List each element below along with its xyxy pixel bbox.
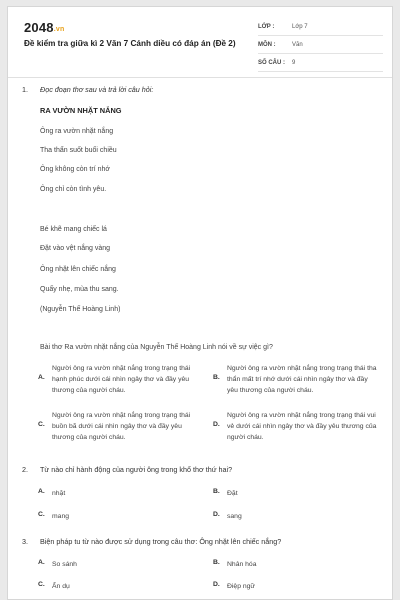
poem-line: Ông ra vườn nhặt nắng <box>40 128 114 135</box>
option-text: Ẩn dụ <box>52 583 70 590</box>
exam-page <box>7 6 393 600</box>
meta-label: SỐ CÂU : <box>258 60 285 66</box>
header-divider <box>8 77 392 78</box>
option-letter: D. <box>213 511 220 518</box>
meta-row-subject <box>258 38 383 54</box>
option-text: Người ông ra vườn nhặt nắng trong trạng thái hạnh phúc dưới cái nhìn ngây thơ và đầy yêu thương của người cháu. <box>52 365 191 394</box>
meta-table <box>258 20 383 74</box>
meta-value: Lớp 7 <box>292 24 308 30</box>
poem-line: Bé khẽ mang chiếc lá <box>40 226 107 233</box>
option-text: Đặt <box>227 490 238 497</box>
meta-value: Văn <box>292 42 303 48</box>
site-logo[interactable] <box>24 20 64 35</box>
poem-line: Đặt vào vệt nắng vàng <box>40 245 111 252</box>
poem-line: Ông không còn trí nhớ <box>40 166 110 173</box>
poem-line: Ông chỉ còn tình yêu. <box>40 186 107 193</box>
question-number: 2. <box>22 465 28 474</box>
question-instruction: Đọc đoạn thơ sau và trả lời câu hỏi: <box>40 85 154 94</box>
option-letter: D. <box>213 421 220 428</box>
meta-label: MÔN : <box>258 42 276 48</box>
option-letter: B. <box>213 488 220 495</box>
question-number: 3. <box>22 537 28 546</box>
option-text: Nhân hóa <box>227 561 257 568</box>
poem-line: Ông nhặt lên chiếc nắng <box>40 266 116 273</box>
meta-label: LỚP : <box>258 24 275 30</box>
poem-line: Quấy nhẹ, mùa thu sang. <box>40 286 119 293</box>
option-letter: C. <box>38 421 45 428</box>
document-title: Đề kiểm tra giữa kì 2 Văn 7 Cánh diều có đáp án (Đề 2) <box>24 39 236 48</box>
option-letter: D. <box>213 581 220 588</box>
option-text: sang <box>227 513 242 520</box>
option-letter: A. <box>38 374 45 381</box>
question-text: Từ nào chỉ hành động của người ông trong khổ thơ thứ hai? <box>40 465 233 474</box>
option-text: So sánh <box>52 561 77 568</box>
option-letter: C. <box>38 581 45 588</box>
option-text: nhặt <box>52 490 66 497</box>
poem-source: (Nguyễn Thế Hoàng Linh) <box>40 306 121 313</box>
meta-row-class <box>258 20 383 36</box>
question-number: 1. <box>22 85 28 94</box>
meta-row-count <box>258 56 383 72</box>
option-letter: B. <box>213 559 220 566</box>
option-text: Người ông ra vườn nhặt nắng trong trạng thái buồn bã dưới cái nhìn ngây thơ và đầy yêu thương của người cháu. <box>52 412 191 441</box>
question-1-text: Bài thơ Ra vườn nhặt nắng của Nguyễn Thế Hoàng Linh nói về sự việc gì? <box>40 344 273 351</box>
option-letter: B. <box>213 374 220 381</box>
option-text: Người ông ra vườn nhặt nắng trong trạng thái vui vẻ dưới cái nhìn ngây thơ và đầy yêu thương của người cháu. <box>227 412 377 441</box>
question-text: Biện pháp tu từ nào được sử dụng trong câu thơ: Ông nhặt lên chiếc nắng? <box>40 537 282 546</box>
poem-line: Tha thẩn suốt buổi chiều <box>40 147 117 154</box>
poem-title: RA VƯỜN NHẶT NẮNG <box>40 106 122 115</box>
option-letter: A. <box>38 488 45 495</box>
option-letter: A. <box>38 559 45 566</box>
option-text: mang <box>52 513 70 520</box>
option-letter: C. <box>38 511 45 518</box>
option-text: Người ông ra vườn nhặt nắng trong trạng thái tha thẩn mất trí nhớ dưới cái nhìn ngây thơ và đầy yêu thương của người cháu. <box>227 365 377 394</box>
meta-value: 9 <box>292 60 296 66</box>
option-text: Điệp ngữ <box>227 583 255 590</box>
logo-number: 2048 <box>24 20 54 35</box>
logo-suffix: .vn <box>53 26 65 33</box>
